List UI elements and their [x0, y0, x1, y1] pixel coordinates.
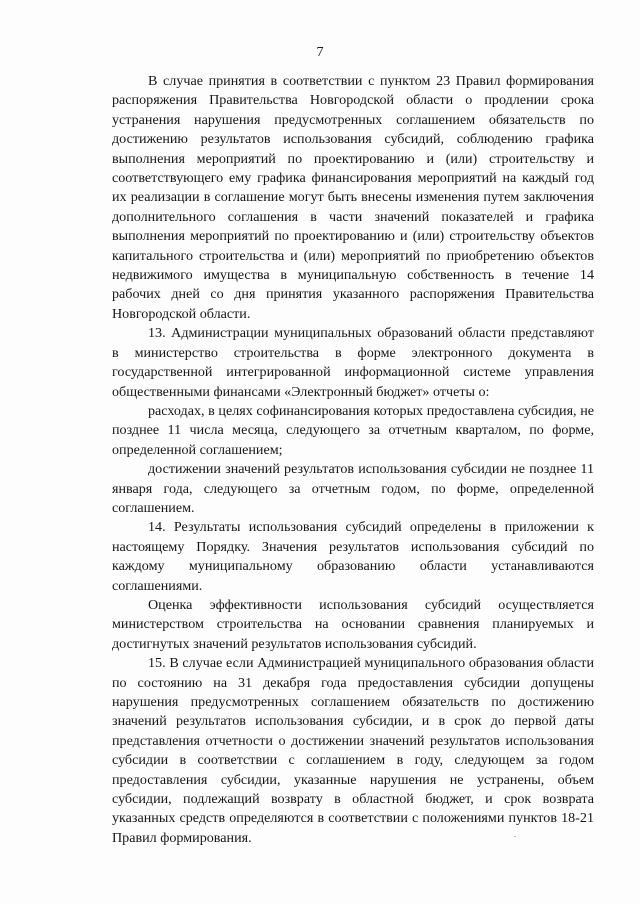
scan-speck [514, 836, 516, 837]
paragraph-reports-results: достижении значений результатов использования субсидии не позднее 11 января года, следующего за отчетным годом, по форме, определенной соглашением. [112, 461, 594, 516]
paragraph-reports-expenses: расходах, в целях софинансирования которых предоставлена субсидия, не позднее 11 числа месяца, следующего за отчетным кварталом, по форме, определенной соглашением; [112, 402, 594, 458]
document-body [112, 72, 594, 848]
paragraph-efficiency-assessment: Оценка эффективности использования субсидий осуществляется министерством строительства на основании сравнения планируемых и достигнутых значений результатов использования субсидий. [112, 596, 594, 652]
paragraph-14-results: 14. Результаты использования субсидий определены в приложении к настоящему Порядку. Значения результатов использования субсидий по каждому муниципальному образованию области устанавливаются соглашениями. [112, 519, 594, 594]
page-number: 7 [316, 45, 324, 60]
paragraph-13-reports: 13. Администрации муниципальных образований области представляют в министерство строительства в форме электронного документа в государственной интегрированной информационной системе управления общественными финансами «Электронный бюджет» отчеты о: [112, 325, 594, 400]
paragraph-15-violations: 15. В случае если Администрацией муниципального образования области по состоянию на 31 декабря года предоставления субсидии допущены нарушения предусмотренных соглашением обязательств по достижению значений результатов использования субсидии, и в срок до первой даты представления отчетности о достижении значений результатов использования субсидии в соответствии с соглашением в году, следующем за годом предоставления субсидии, указанные нарушения не устранены, объем субсидии, подлежащий возврату в областной бюджет, и срок возврата указанных средств определяются в соответствии с положениями пунктов 18-21 Правил формирования. [112, 655, 594, 846]
paragraph-extension-of-deadline: В случае принятия в соответствии с пунктом 23 Правил формирования распоряжения Правительства Новгородской области о продлении срока устранения нарушения предусмотренных соглашением обязательств по достижению результатов использования субсидий, соблюдению графика выполнения мероприятий по проектированию и (или) строительству и соответствующего ему графика финансирования мероприятий на каждый год их реализации в соглашение могут быть внесены изменения путем заключения дополнительного соглашения в части значений показателей и графика выполнения мероприятий по проектированию и (или) строительству объектов капитального строительства и (или) мероприятий по приобретению объектов недвижимого имущества в муниципальную собственность в течение 14 рабочих дней со дня принятия указанного распоряжения Правительства Новгородской области. [112, 73, 594, 322]
